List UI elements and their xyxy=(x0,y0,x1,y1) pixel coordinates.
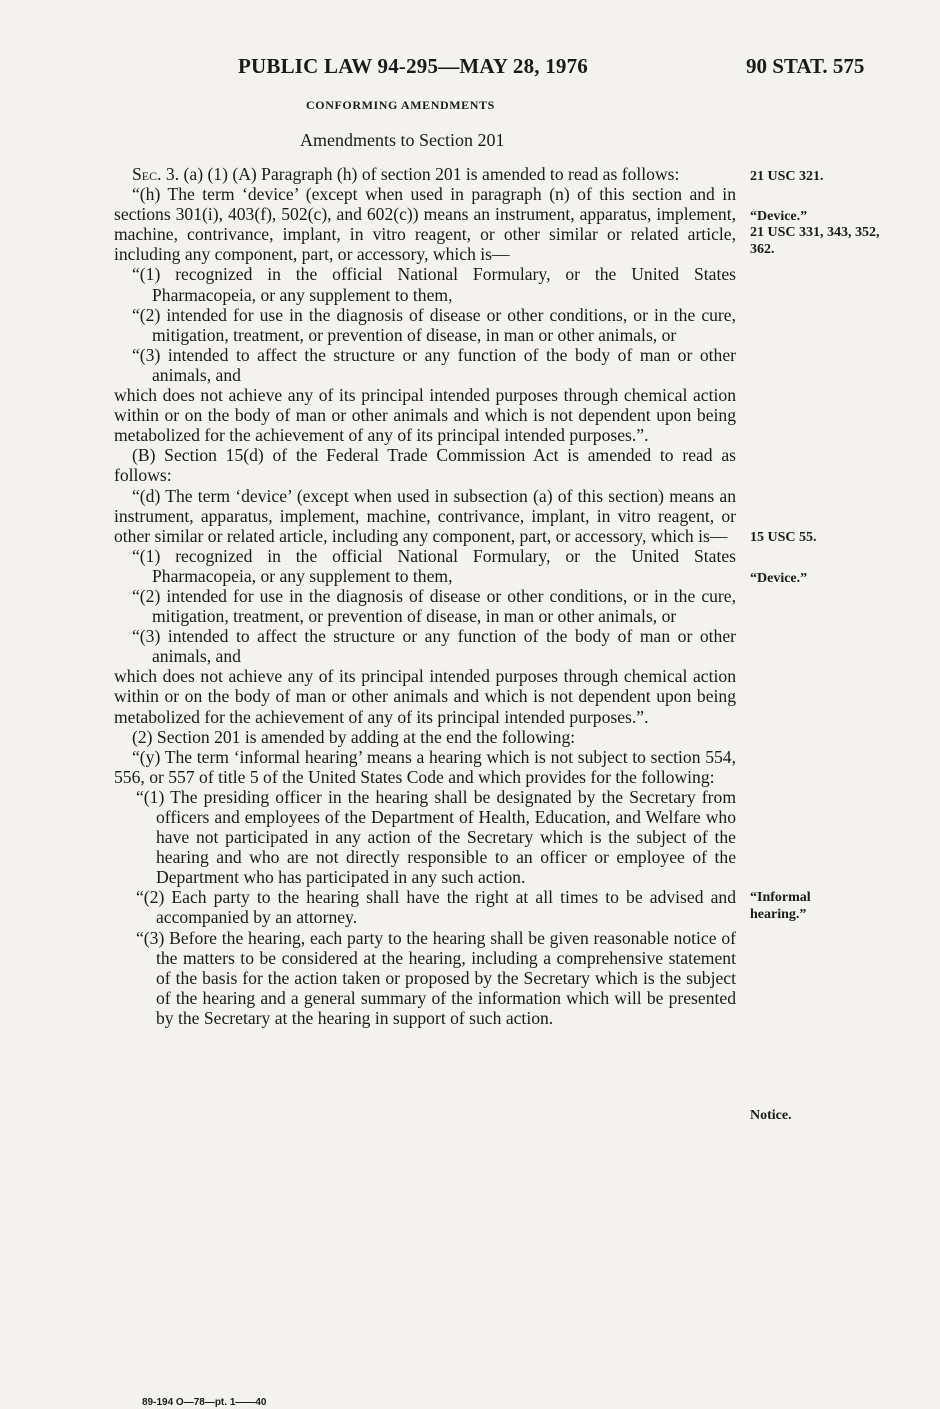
section-heading: CONFORMING AMENDMENTS xyxy=(306,98,495,112)
paragraph: (B) Section 15(d) of the Federal Trade Commission Act is amended to read as follows: xyxy=(114,445,736,486)
paragraph: which does not achieve any of its principal intended purposes through chemical action within or on the body of man or other animals and which is not dependent upon being metabolized for the achievement of any of its principal intended purposes.”. xyxy=(114,385,736,446)
margin-citation: 21 USC 331, 343, 352, 362. xyxy=(750,225,880,257)
paragraph: “(y) The term ‘informal hearing’ means a hearing which is not subject to section 554, 556, or 557 of title 5 of the United States Code and which provides for the following: xyxy=(114,746,736,787)
clause: “(2) intended for use in the diagnosis of disease or other conditions, or in the cure, mitigation, treatment, or prevention of disease, in man or other animals, or xyxy=(132,304,736,345)
margin-definition: “Device.” xyxy=(750,571,808,586)
running-head-stat: 90 STAT. 575 xyxy=(746,54,865,78)
paragraph: “(d) The term ‘device’ (except when used in subsection (a) of this section) means an instrument, apparatus, implement, machine, contrivance, implant, in vitro reagent, or other similar or related article, including any component, part, or accessory, which is— xyxy=(114,485,736,546)
paragraph: Sec. 3. (a) (1) (A) Paragraph (h) of section 201 is amended to read as follows: xyxy=(132,164,680,184)
clause: “(3) intended to affect the structure or any function of the body of man or other animals, and xyxy=(132,344,736,385)
clause: “(2) intended for use in the diagnosis of disease or other conditions, or in the cure, mitigation, treatment, or prevention of disease, in man or other animals, or xyxy=(132,585,736,627)
clause: “(3) Before the hearing, each party to the hearing shall be given reasonable notice of the matters to be considered at the hearing, including a comprehensive statement of the basis for the action taken or proposed by the Secretary which is the subject of the hearing and a general summary of the information which will be presented by the Secretary at the hearing in support of such action. xyxy=(136,927,736,1028)
clause: “(3) intended to affect the structure or any function of the body of man or other animals, and xyxy=(132,626,736,667)
clause: “(1) recognized in the official National Formulary, or the United States Pharmacopeia, or any supplement to them, xyxy=(132,264,736,305)
running-head-title: PUBLIC LAW 94-295—MAY 28, 1976 xyxy=(238,54,588,78)
margin-definition: “Informal hearing.” xyxy=(750,890,811,922)
margin-citation: 21 USC 321. xyxy=(750,169,824,184)
section-prefix: Sec. xyxy=(132,164,162,184)
clause: “(2) Each party to the hearing shall have the right at all times to be advised and accompanied by an attorney. xyxy=(136,887,736,928)
margin-citation: 15 USC 55. xyxy=(750,530,817,545)
paragraph: “(h) The term ‘device’ (except when used in paragraph (n) of this section and in sections 301(i), 403(f), 502(c), and 602(c)) means an instrument, apparatus, implement, machine, contrivance, implant, in vitro reagent, or other similar or related article, including any component, part, or accessory, which is— xyxy=(114,184,736,265)
clause: “(1) recognized in the official National Formulary, or the United States Pharmacopeia, or any supplement to them, xyxy=(132,545,736,586)
paragraph: which does not achieve any of its principal intended purposes through chemical action within or on the body of man or other animals and which is not dependent upon being metabolized for the achievement of any of its principal intended purposes.”. xyxy=(114,666,736,727)
margin-note: Notice. xyxy=(750,1108,792,1123)
section-subheading: Amendments to Section 201 xyxy=(300,130,505,150)
footer-print-code: 89-194 O—78—pt. 1——40 xyxy=(142,1397,267,1408)
body-text xyxy=(114,164,736,1028)
clause: “(1) The presiding officer in the hearing shall be designated by the Secretary from officers and employees of the Department of Health, Education, and Welfare who have not participated in any action of the Secretary which is the subject of the hearing and who are not directly responsible to an officer or employee of the Department who has participated in any such action. xyxy=(136,786,736,888)
paragraph: (2) Section 201 is amended by adding at the end the following: xyxy=(132,726,576,747)
margin-definition: “Device.” xyxy=(750,209,808,224)
